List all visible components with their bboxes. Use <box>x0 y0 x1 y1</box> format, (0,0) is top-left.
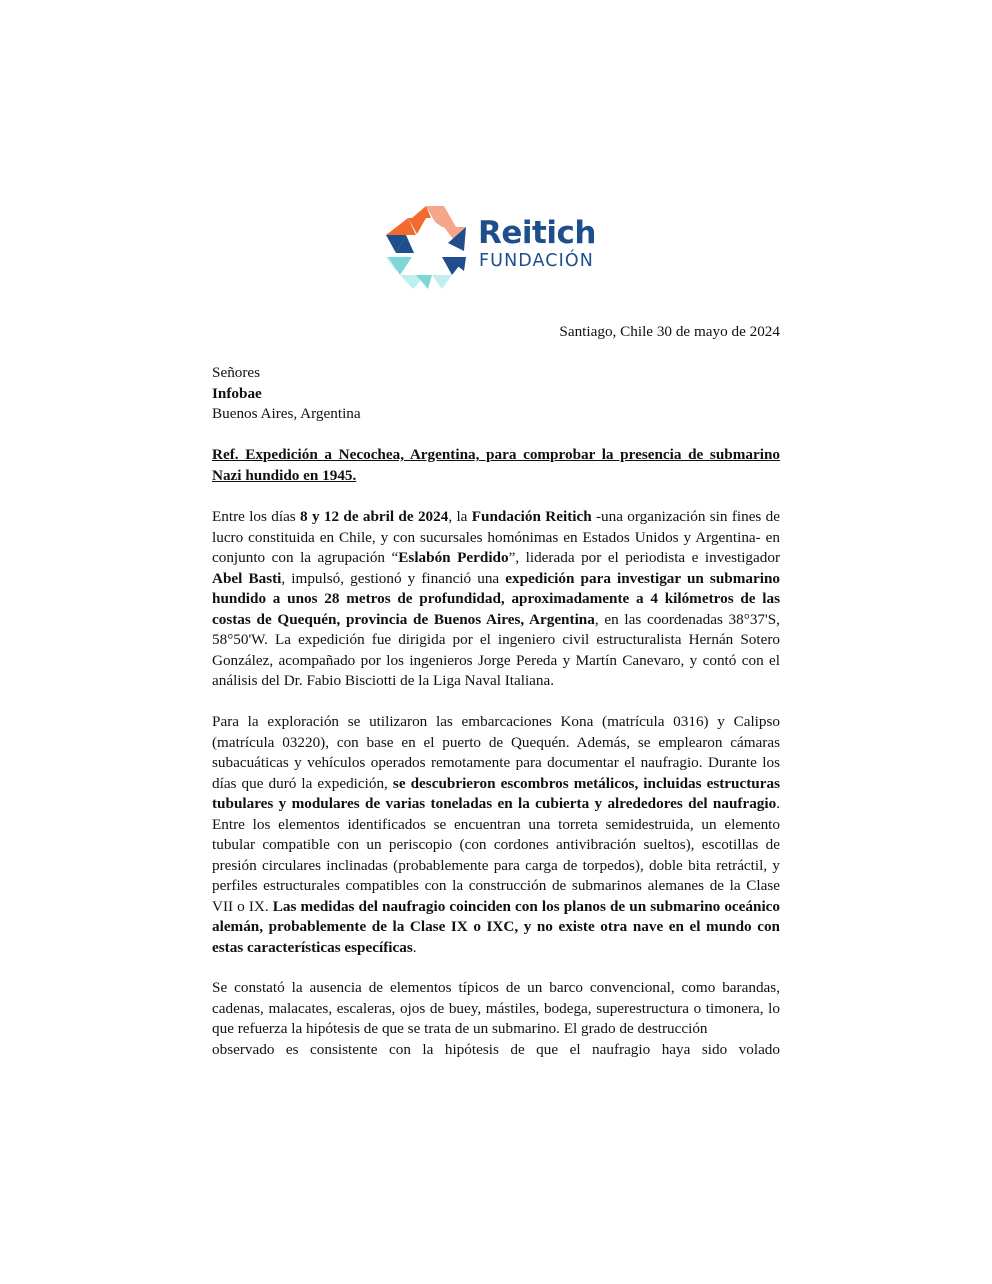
logo-name: Reitich <box>478 215 596 251</box>
recipient-location: Buenos Aires, Argentina <box>212 405 361 422</box>
star-of-david-logo-icon <box>386 205 470 289</box>
logo-subtitle: FUNDACIÓN <box>479 251 594 271</box>
recipient-name: Infobae <box>212 384 262 402</box>
reference-line: Ref. Expedición a Necochea, Argentina, para comprobar la presencia de submarino Nazi hundido en 1945. <box>212 446 780 484</box>
paragraph-2: Para la exploración se utilizaron las embarcaciones Kona (matrícula 0316) y Calipso (matrícula 03220), con base en el puerto de Quequén. Además, se emplearon cámaras subacuáticas y vehículos operados remotamente para documentar el naufragio. Durante los días que duró la expedición, se descubrieron escombros metálicos, incluidas estructuras tubulares y modulares de varias toneladas en la cubierta y alrededores del naufragio. Entre los elementos identificados se encuentran una torreta semidestruida, un elemento tubular compatible con un periscopio (con cordones antivibración sueltos), escotillas de presión circulares inclinadas (probablemente para carga de torpedos), doble bita retráctil, y perfiles estructurales compatibles con la construcción de submarinos alemanes de la Clase VII o IX. Las medidas del naufragio coinciden con los planos de un submarino oceánico alemán, probablemente de la Clase IX o IXC, y no existe otra nave en el mundo con estas características específicas. <box>212 713 781 956</box>
recipient-salutation: Señores <box>212 364 261 381</box>
paragraph-3: Se constató la ausencia de elementos típicos de un barco convencional, como barandas, cadenas, malacates, escaleras, ojos de buey, mástiles, bodega, superestructura o timonera, lo que refuerza la hipótesis de que se trata de un submarino. El grado de destrucción observado es consistente con la hipótesis de que el naufragio haya sido volado <box>212 979 780 1058</box>
paragraph-1: Entre los días 8 y 12 de abril de 2024, la Fundación Reitich -una organización sin fines de lucro constituida en Chile, y con sucursales homónimas en Estados Unidos y Argentina- en conjunto con la agrupación “Eslabón Perdido”, liderada por el periodista e investigador Abel Basti, impulsó, gestionó y financió una expedición para investigar un submarino hundido a unos 28 metros de profundidad, aproximadamente a 4 kilómetros de las costas de Quequén, provincia de Buenos Aires, Argentina, en las coordenadas 38°37'S, 58°50'W. La expedición fue dirigida por el ingeniero civil estructuralista Hernán Sotero González, acompañado por los ingenieros Jorge Pereda y Martín Canevaro, y contó con el análisis del Dr. Fabio Bisciotti de la Liga Naval Italiana. <box>212 508 781 689</box>
date-line: Santiago, Chile 30 de mayo de 2024 <box>559 323 780 340</box>
recipient-block <box>212 363 780 425</box>
